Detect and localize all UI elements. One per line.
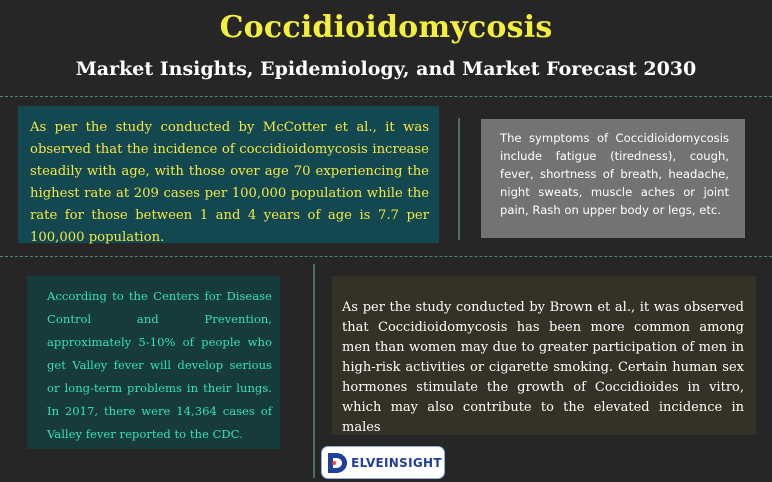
middle-divider (0, 256, 772, 257)
cdc-statistics-box: According to the Centers for Disease Control and Prevention, approximately 5-10% of people who get Valley fever will develop serious or long-term problems in their lungs. In 2017, there were 14,364 cases of Valley fever reported to the CDC. (27, 276, 280, 449)
delveinsight-logo (321, 446, 445, 479)
symptoms-box: The symptoms of Coccidioidomycosis include fatigue (tiredness), cough, fever, shortness of breath, headache, night sweats, muscle aches or joint pain, Rash on upper body or legs, etc. (481, 119, 745, 238)
page-title: Coccidioidomycosis (219, 10, 553, 45)
page-subtitle: Market Insights, Epidemiology, and Market Forecast 2030 (75, 58, 697, 80)
top-divider (0, 96, 772, 97)
logo-text: ELVEINSIGHT (351, 455, 442, 470)
upper-vertical-divider (458, 118, 460, 240)
brown-study-box: As per the study conducted by Brown et al., it was observed that Coccidioidomycosis has been more common among men than women may due to greater participation of men in high-risk activities or cigarette smoking. Certain human sex hormones stimulate the growth of Coccidioides in vitro, which may also contribute to the elevated incidence in males (332, 276, 756, 435)
lower-vertical-divider (313, 264, 315, 478)
mccotter-study-box: As per the study conducted by McCotter et al., it was observed that the incidence of coccidioidomycosis increase steadily with age, with those over age 70 experiencing the highest rate at 209 cases per 100,000 population while the rate for those between 1 and 4 years of age is 7.7 per 100,000 population. (18, 106, 439, 243)
delveinsight-d-logo-icon (324, 450, 350, 476)
